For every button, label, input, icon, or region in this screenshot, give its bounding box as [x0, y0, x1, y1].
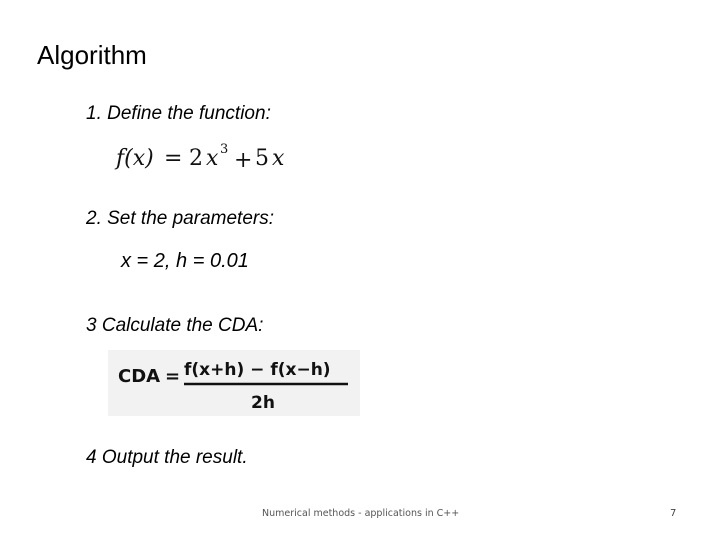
page-number: 7 — [670, 508, 677, 519]
formula-coef-2: 5 — [255, 146, 269, 171]
cda-denominator: 2h — [251, 393, 275, 413]
parameters-values: x = 2, h = 0.01 — [121, 250, 249, 272]
slide-title: Algorithm — [37, 40, 147, 70]
step-4-label: 4 Output the result. — [86, 447, 248, 468]
formula-coef-1: 2 — [189, 146, 203, 171]
formula-var-1: x — [206, 146, 219, 171]
step-2-label: 2. Set the parameters: — [86, 208, 274, 229]
cda-lhs: CDA — [118, 366, 161, 387]
step-1-label: 1. Define the function: — [86, 103, 271, 124]
formula-var-2: x — [272, 146, 285, 171]
formula-f-of-x: f(x) — [116, 146, 154, 171]
function-formula-image — [112, 138, 302, 174]
formula-plus: + — [234, 148, 253, 173]
formula-equals: = — [164, 146, 183, 171]
cda-numerator: f(x+h) − f(x−h) — [184, 360, 331, 380]
cda-equals: = — [165, 366, 181, 387]
footer-text: Numerical methods - applications in C++ — [262, 508, 460, 519]
formula-exponent: 3 — [220, 142, 229, 157]
cda-formula-image — [108, 350, 360, 416]
step-3-label: 3 Calculate the CDA: — [86, 315, 264, 336]
